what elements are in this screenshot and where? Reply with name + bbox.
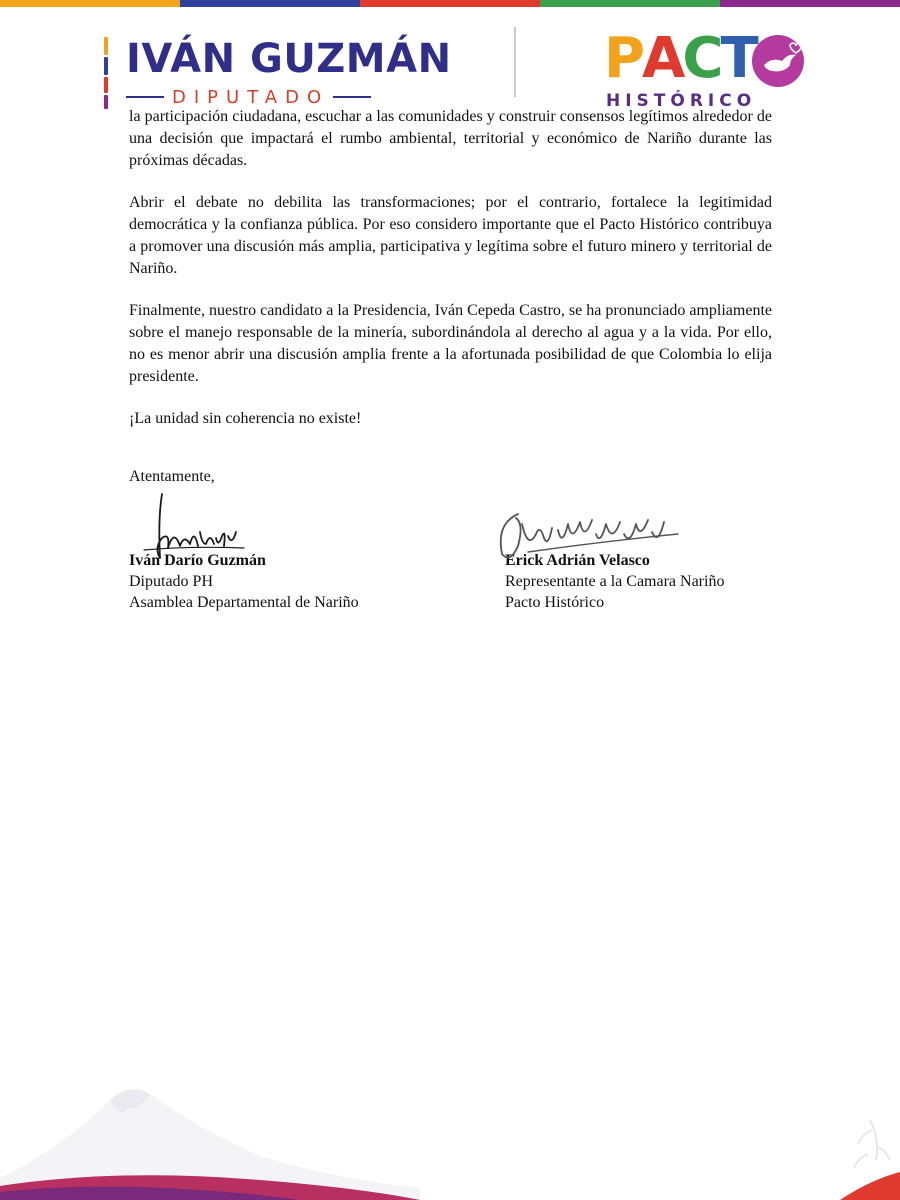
logo-bar-red	[104, 77, 108, 93]
pacto-letter-a: A	[642, 26, 683, 91]
signer-org-left: Asamblea Departamental de Nariño	[129, 594, 359, 611]
paragraph-3: Finalmente, nuestro candidato a la Presidencia, Iván Cepeda Castro, se ha pronunciado ampliamente sobre el manejo responsable de la minería, subordinándola al derecho al agua y a la vida. Por ello, no es menor abrir una discusión amplia frente a la afortunada posibilidad de que Colombia lo elija presidente.	[129, 302, 772, 385]
signature-erick-velasco	[488, 494, 688, 574]
signer-name-right: Erick Adrián Velasco	[505, 552, 650, 569]
historico-word: HISTÓRICO	[606, 91, 757, 111]
signer-org-right: Pacto Histórico	[505, 594, 605, 611]
signer-name-left: Iván Darío Guzmán	[129, 552, 266, 569]
stripe-orange	[0, 0, 180, 7]
stripe-blue	[180, 0, 360, 7]
ivan-guzman-logo	[104, 35, 452, 115]
signature-ivan-guzman	[140, 488, 250, 568]
paragraph-2: Abrir el debate no debilita las transformaciones; por el contrario, fortalece la legitimidad democrática y la confianza pública. Por eso considero importante que el Pacto Histórico contribuya a promover una discusión más amplia, participativa y legítima sobre el futuro minero y territorial de Nariño.	[129, 194, 772, 277]
paragraph-1: la participación ciudadana, escuchar a las comunidades y construir consensos legítimos alrededor de una decisión que impactará el rumbo ambiental, territorial y económico de Nariño durante las próximas décadas.	[129, 108, 772, 169]
letterhead	[0, 7, 900, 112]
logo-name: IVÁN GUZMÁN	[126, 36, 452, 82]
letter-body	[129, 106, 772, 450]
pacto-letter-c: C	[682, 26, 721, 91]
logo-bar-purple	[104, 95, 108, 109]
signer-title-left: Diputado PH	[129, 573, 213, 590]
pacto-letter-p: P	[604, 26, 643, 91]
pacto-letter-t: T	[720, 26, 756, 91]
logo-bar-orange	[104, 37, 108, 55]
closing-salutation: Atentamente,	[129, 468, 215, 485]
logo-bar-blue	[104, 57, 108, 75]
stripe-green	[540, 0, 720, 7]
top-color-stripe	[0, 0, 900, 7]
stripe-purple	[720, 0, 900, 7]
role-line-right	[333, 96, 371, 98]
footer-mountain-watermark	[0, 1060, 900, 1200]
header-divider	[514, 27, 516, 97]
role-line-left	[126, 96, 164, 98]
pacto-word	[604, 26, 800, 91]
stripe-red	[360, 0, 540, 7]
logo-role: DIPUTADO	[172, 86, 330, 108]
logo-color-bars	[104, 37, 120, 109]
signer-title-right: Representante a la Camara Nariño	[505, 573, 725, 590]
paragraph-slogan: ¡La unidad sin coherencia no existe!	[129, 410, 362, 427]
